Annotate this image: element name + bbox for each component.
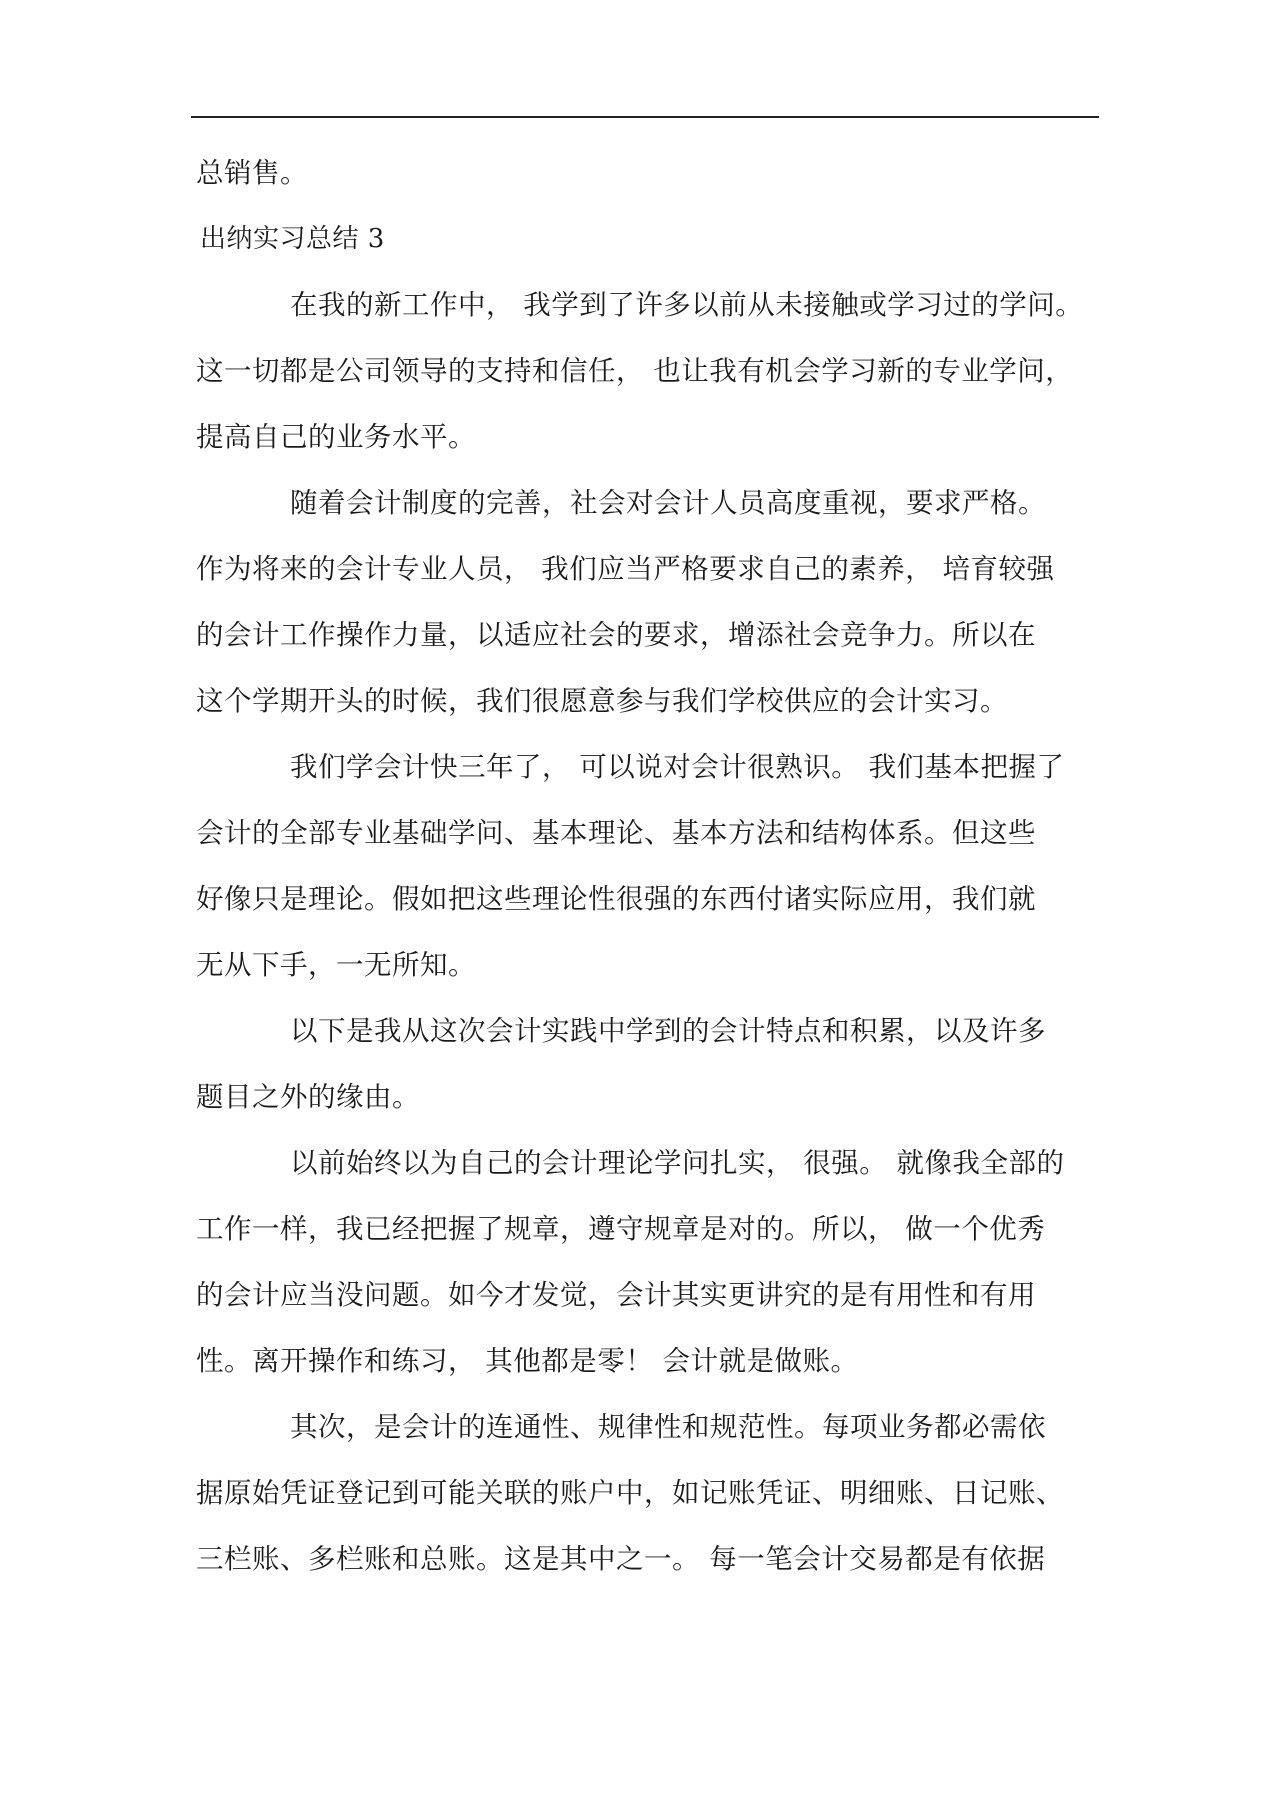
paragraph-6-line-1: 其次，是会计的连通性、规律性和规范性。每项业务都必需依: [290, 1411, 1046, 1443]
paragraph-4-line-1: 以下是我从这次会计实践中学到的会计特点和积累，以及许多: [290, 1015, 1046, 1047]
paragraph-5-line-3: 的会计应当没问题。如今才发觉，会计其实更讲究的是有用性和有用: [196, 1279, 1036, 1311]
paragraph-6-line-3: 三栏账、多栏账和总账。这是其中之一。 每一笔会计交易都是有依据: [196, 1543, 1046, 1575]
paragraph-4-line-2: 题目之外的缘由。: [196, 1081, 420, 1113]
document-body: [196, 140, 1100, 1592]
paragraph-2-line-1: 随着会计制度的完善，社会对会计人员高度重视，要求严格。: [290, 487, 1046, 519]
header-rule: [191, 116, 1099, 118]
paragraph-2-line-2: 作为将来的会计专业人员， 我们应当严格要求自己的素养， 培育较强: [196, 553, 1055, 585]
section-title: 出纳实习总结 3: [200, 224, 385, 254]
paragraph-6-line-2: 据原始凭证登记到可能关联的账户中，如记账凭证、明细账、日记账、: [196, 1477, 1064, 1509]
paragraph-5-line-4: 性。离开操作和练习， 其他都是零！ 会计就是做账。: [196, 1345, 859, 1377]
paragraph-2-line-3: 的会计工作操作力量，以适应社会的要求，增添社会竞争力。所以在: [196, 619, 1036, 651]
paragraph-2-line-4: 这个学期开头的时候，我们很愿意参与我们学校供应的会计实习。: [196, 685, 1008, 717]
paragraph-3-line-4: 无从下手，一无所知。: [196, 949, 476, 981]
continuation-line: 总销售。: [196, 157, 308, 189]
paragraph-1-line-3: 提高自己的业务水平。: [196, 421, 476, 453]
paragraph-3-line-2: 会计的全部专业基础学问、基本理论、基本方法和结构体系。但这些: [196, 817, 1036, 849]
paragraph-3-line-1: 我们学会计快三年了， 可以说对会计很熟识。 我们基本把握了: [290, 751, 1065, 783]
paragraph-1-line-2: 这一切都是公司领导的支持和信任， 也让我有机会学习新的专业学问，: [196, 355, 1074, 387]
paragraph-3-line-3: 好像只是理论。假如把这些理论性很强的东西付诸实际应用，我们就: [196, 883, 1036, 915]
paragraph-5-line-1: 以前始终以为自己的会计理论学问扎实， 很强。 就像我全部的: [290, 1147, 1065, 1179]
paragraph-1-line-1: 在我的新工作中， 我学到了许多以前从未接触或学习过的学问。: [290, 289, 1084, 321]
paragraph-5-line-2: 工作一样，我已经把握了规章，遵守规章是对的。所以， 做一个优秀: [196, 1213, 1046, 1245]
